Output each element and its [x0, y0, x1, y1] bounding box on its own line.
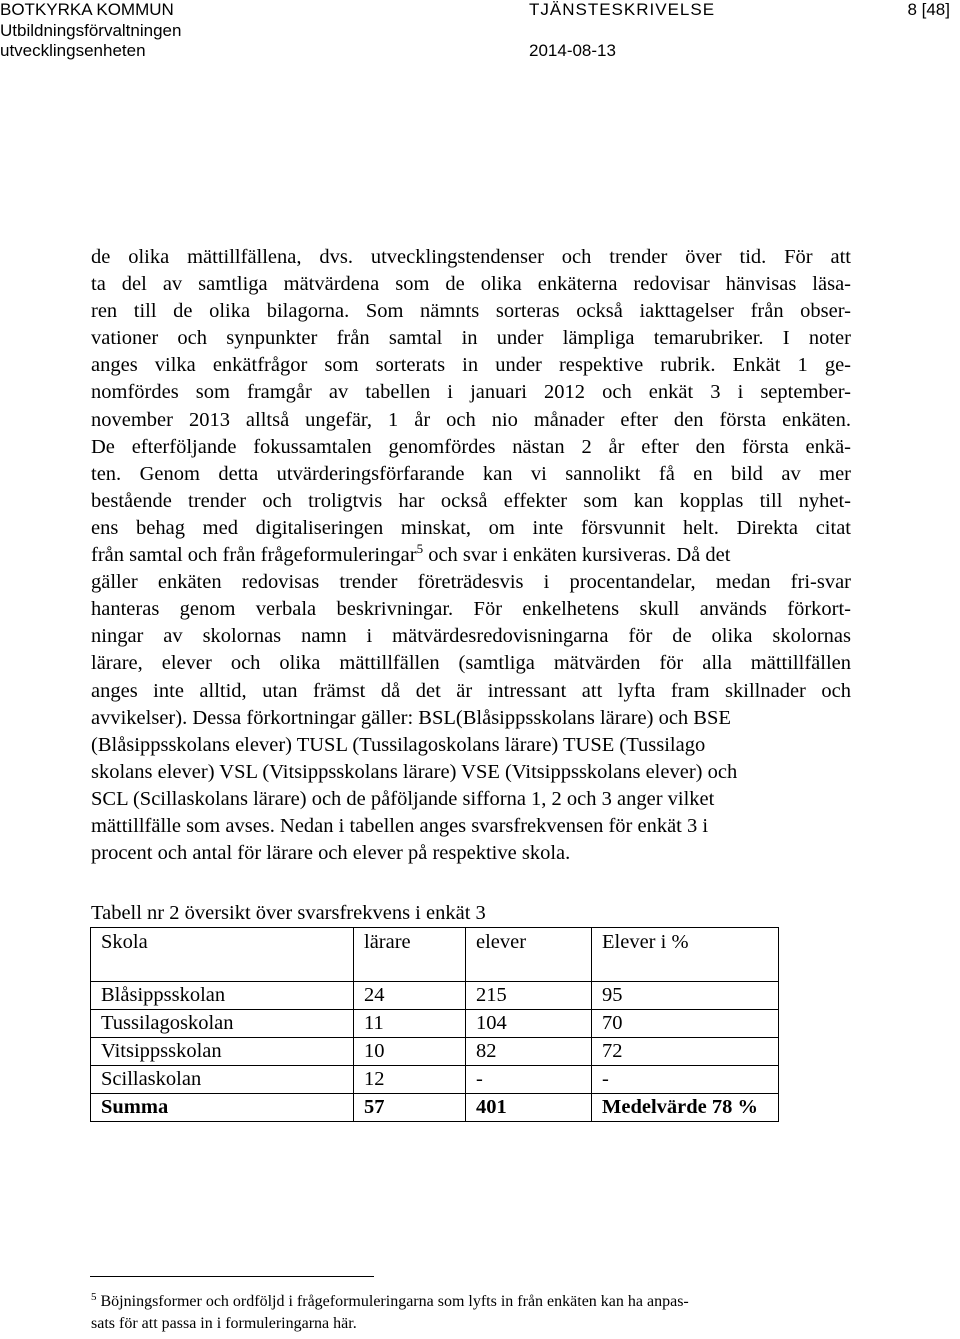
total-cell: Medelvärde 78 % [592, 1094, 779, 1122]
footnote-number: 5 [91, 1291, 97, 1303]
page-number: 8 [48] [907, 0, 950, 19]
footnote [91, 1291, 831, 1335]
total-cell: 401 [466, 1094, 592, 1122]
body-text-segment: från samtal och från frågeformuleringar [91, 544, 417, 567]
document-date: 2014-08-13 [529, 41, 616, 60]
body-line: mättillfälle som avses. Nedan i tabellen anges svarsfrekvensen för enkät 3 i [91, 814, 709, 837]
table-row [91, 1066, 779, 1094]
table-cell: 215 [466, 982, 592, 1010]
footnote-text: Böjningsformer och ordföljd i frågeformuleringarna som lyfts in från enkäten kan ha anpas- [100, 1293, 689, 1310]
table-cell: - [592, 1066, 779, 1094]
table-header-row [91, 928, 779, 982]
total-cell: Summa [91, 1094, 354, 1122]
body-line: skolans elever) VSL (Vitsippsskolans lärare) VSE (Vitsippsskolans elever) och [91, 760, 738, 783]
header-cell: elever [466, 928, 592, 982]
footnote-line: sats för att passa in i formuleringarna här. [91, 1315, 357, 1332]
body-line: nomfördes som framgår av tabellen i januari 2012 och enkät 3 i september- [91, 381, 851, 404]
table-cell: 70 [592, 1010, 779, 1038]
footnote-separator [90, 1276, 374, 1277]
table-cell: Blåsippsskolan [91, 982, 354, 1010]
body-line: ten. Genom detta utvärderingsförfarande kan vi sannolikt få en bild av mer [91, 462, 851, 485]
body-line: SCL (Scillaskolans lärare) och de påföljande sifforna 1, 2 och 3 anger vilket [91, 787, 715, 810]
table-cell: Vitsippsskolan [91, 1038, 354, 1066]
body-line: (Blåsippsskolans elever) TUSL (Tussilagoskolans lärare) TUSE (Tussilago [91, 733, 706, 756]
table-cell: 10 [354, 1038, 466, 1066]
table-cell: 72 [592, 1038, 779, 1066]
table-cell: Scillaskolan [91, 1066, 354, 1094]
body-line: vationer och synpunkter från samtal in under lämpliga temarubriker. I noter [91, 327, 851, 350]
table-cell: Tussilagoskolan [91, 1010, 354, 1038]
body-line: ta del av samtliga mätvärdena som de olika enkäterna redovisar hänvisas läsa- [91, 273, 851, 296]
body-line: ren till de olika bilagorna. Som nämnts sorteras också iakttagelser från obser- [91, 300, 851, 323]
table-cell: 11 [354, 1010, 466, 1038]
body-line: ens behag med digitaliseringen minskat, om inte försvunnit helt. Direkta citat [91, 516, 851, 539]
total-cell: 57 [354, 1094, 466, 1122]
body-line: procent och antal för lärare och elever på respektive skola. [91, 842, 571, 865]
body-paragraph [91, 244, 851, 867]
body-line: lärare, elever och olika mättillfällen (samtliga mätvärden för alla mättillfällen [91, 652, 851, 675]
document-type: TJÄNSTESKRIVELSE [529, 0, 716, 19]
table-row [91, 982, 779, 1010]
body-line: De efterföljande fokussamtalen genomfördes nästan 2 år efter den första enkä- [91, 435, 851, 458]
table-cell: 104 [466, 1010, 592, 1038]
response-rate-table [90, 927, 779, 1122]
body-line: hanteras genom verbala beskrivningar. För enkelhetens skull används förkort- [91, 598, 851, 621]
body-line: ningar av skolornas namn i mätvärdesredovisningarna för de olika skolornas [91, 625, 851, 648]
table-row [91, 1038, 779, 1066]
table-caption: Tabell nr 2 översikt över svarsfrekvens i enkät 3 [91, 902, 486, 924]
body-line [91, 542, 851, 569]
body-text-segment: och svar i enkäten kursiveras. Då det [428, 544, 731, 567]
header-cell: lärare [354, 928, 466, 982]
table-cell: 24 [354, 982, 466, 1010]
body-line: anges vilka enkätfrågor som sorterats in under respektive rubrik. Enkät 1 ge- [91, 354, 851, 377]
table-cell: 95 [592, 982, 779, 1010]
table-total-row [91, 1094, 779, 1122]
footnote-line [91, 1291, 831, 1313]
table-cell: 12 [354, 1066, 466, 1094]
header-cell: Skola [91, 928, 354, 982]
header-cell: Elever i % [592, 928, 779, 982]
table-cell: - [466, 1066, 592, 1094]
unit-name: utvecklingsenheten [0, 41, 146, 60]
footnote-reference: 5 [416, 541, 424, 557]
org-name: BOTKYRKA KOMMUN [0, 0, 174, 19]
table-row [91, 1010, 779, 1038]
table-cell: 82 [466, 1038, 592, 1066]
body-line: gäller enkäten redovisas trender företrädesvis i procentandelar, medan fri-svar [91, 571, 851, 594]
body-line: bestående trender och troligtvis har också effekter som kan kopplas till nyhet- [91, 489, 851, 512]
body-line: november 2013 alltså ungefär, 1 år och nio månader efter den första enkäten. [91, 408, 851, 431]
body-line: avvikelser). Dessa förkortningar gäller: BSL(Blåsippsskolans lärare) och BSE [91, 706, 731, 729]
body-line: de olika mättillfällena, dvs. utvecklingstendenser och trender över tid. För att [91, 246, 851, 268]
body-line: anges inte alltid, utan främst då det är intressant att lyfta fram skillnader och [91, 679, 851, 702]
department-name: Utbildningsförvaltningen [0, 21, 182, 40]
